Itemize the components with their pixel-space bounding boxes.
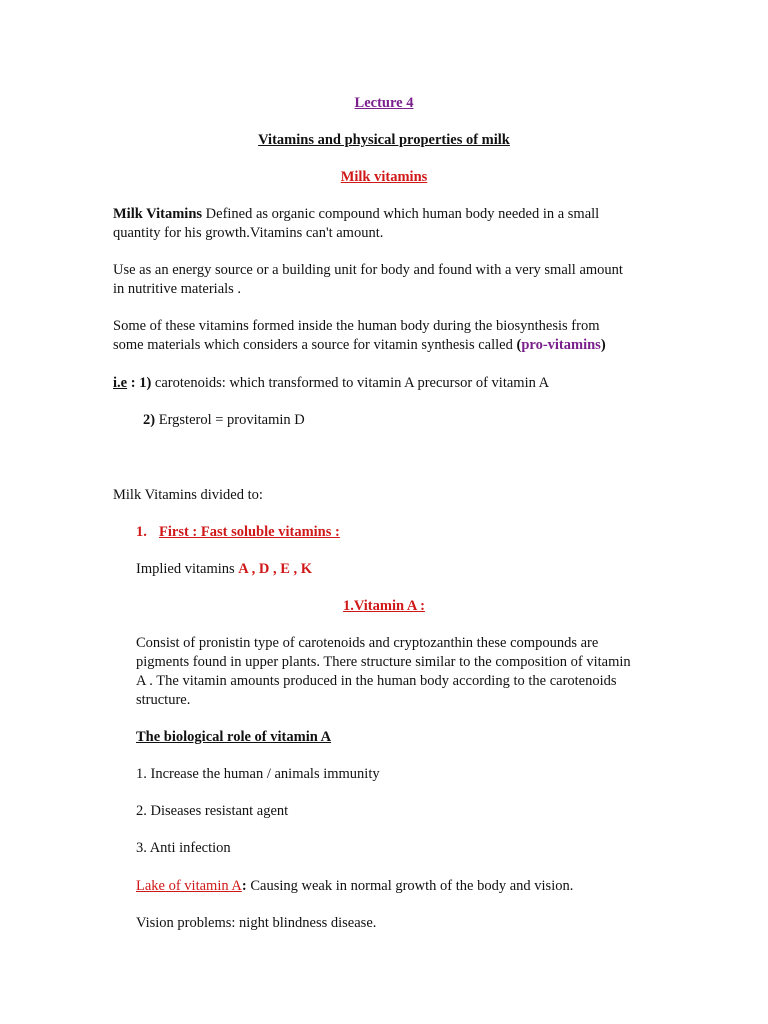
ie-line-1 <box>113 374 549 393</box>
implied-text: Implied vitamins <box>136 561 239 577</box>
role-item-3: 3. Anti infection <box>136 840 231 856</box>
role-item-1: 1. Increase the human / animals immunity <box>136 766 380 782</box>
paren-open: ( <box>516 337 522 353</box>
first-heading-line <box>136 523 340 542</box>
paragraph-2-line-2: in nutritive materials . <box>113 281 242 297</box>
vitamin-a-line-4: structure. <box>136 692 191 708</box>
biological-role-heading: The biological role of vitamin A <box>136 729 332 745</box>
lake-label: Lake of vitamin A <box>136 878 242 894</box>
paragraph-1-line-1 <box>113 205 599 224</box>
role-item-2: 2. Diseases resistant agent <box>136 803 289 819</box>
vision-line: Vision problems: night blindness disease. <box>136 915 377 931</box>
first-heading-text: First : Fast soluble vitamins : <box>159 524 340 540</box>
lake-line <box>136 877 573 896</box>
vitamin-a-line-2: pigments found in upper plants. There structure similar to the composition of vitamin <box>136 654 631 670</box>
paragraph-1-line-2: quantity for his growth.Vitamins can't amount. <box>113 225 384 241</box>
paragraph-3-line-1: Some of these vitamins formed inside the human body during the biosynthesis from <box>113 318 600 334</box>
milk-vitamins-term: Milk Vitamins <box>113 206 203 222</box>
ie-num-1: 1) <box>139 375 152 391</box>
paragraph-2-line-1: Use as an energy source or a building unit for body and found with a very small amount <box>113 262 623 278</box>
vitamin-a-line-3: A . The vitamin amounts produced in the human body according to the carotenoids <box>136 673 617 689</box>
paragraph-3-line-2 <box>113 336 606 355</box>
ie-line-2 <box>143 411 305 430</box>
lake-text: Causing weak in normal growth of the body and vision. <box>246 878 574 894</box>
divided-line: Milk Vitamins divided to: <box>113 487 263 503</box>
ie-item-1: carotenoids: which transformed to vitamin A precursor of vitamin A <box>151 375 550 391</box>
p3-line2-text: some materials which considers a source for vitamin synthesis called <box>113 337 517 353</box>
ie-item-2: Ergsterol = provitamin D <box>155 412 305 428</box>
paren-close: ) <box>600 337 606 353</box>
document-subtitle: Vitamins and physical properties of milk <box>258 132 510 148</box>
lake-colon: : <box>241 878 247 894</box>
first-heading-number: 1. <box>136 524 147 540</box>
lecture-title: Lecture 4 <box>354 95 414 111</box>
ie-colon: : <box>127 375 140 391</box>
implied-vitamins-list: A , D , E , K <box>238 561 313 577</box>
ie-label: i.e <box>113 375 128 391</box>
pro-vitamins-term: pro-vitamins <box>521 337 601 353</box>
ie-num-2: 2) <box>143 412 156 428</box>
vitamin-a-line-1: Consist of pronistin type of carotenoids and cryptozanthin these compounds are <box>136 635 599 651</box>
section-heading-milk-vitamins: Milk vitamins <box>340 169 428 185</box>
implied-line <box>136 560 312 579</box>
p1-line1-text: Defined as organic compound which human body needed in a small <box>202 206 600 222</box>
vitamin-a-heading: 1.Vitamin A : <box>342 598 426 614</box>
